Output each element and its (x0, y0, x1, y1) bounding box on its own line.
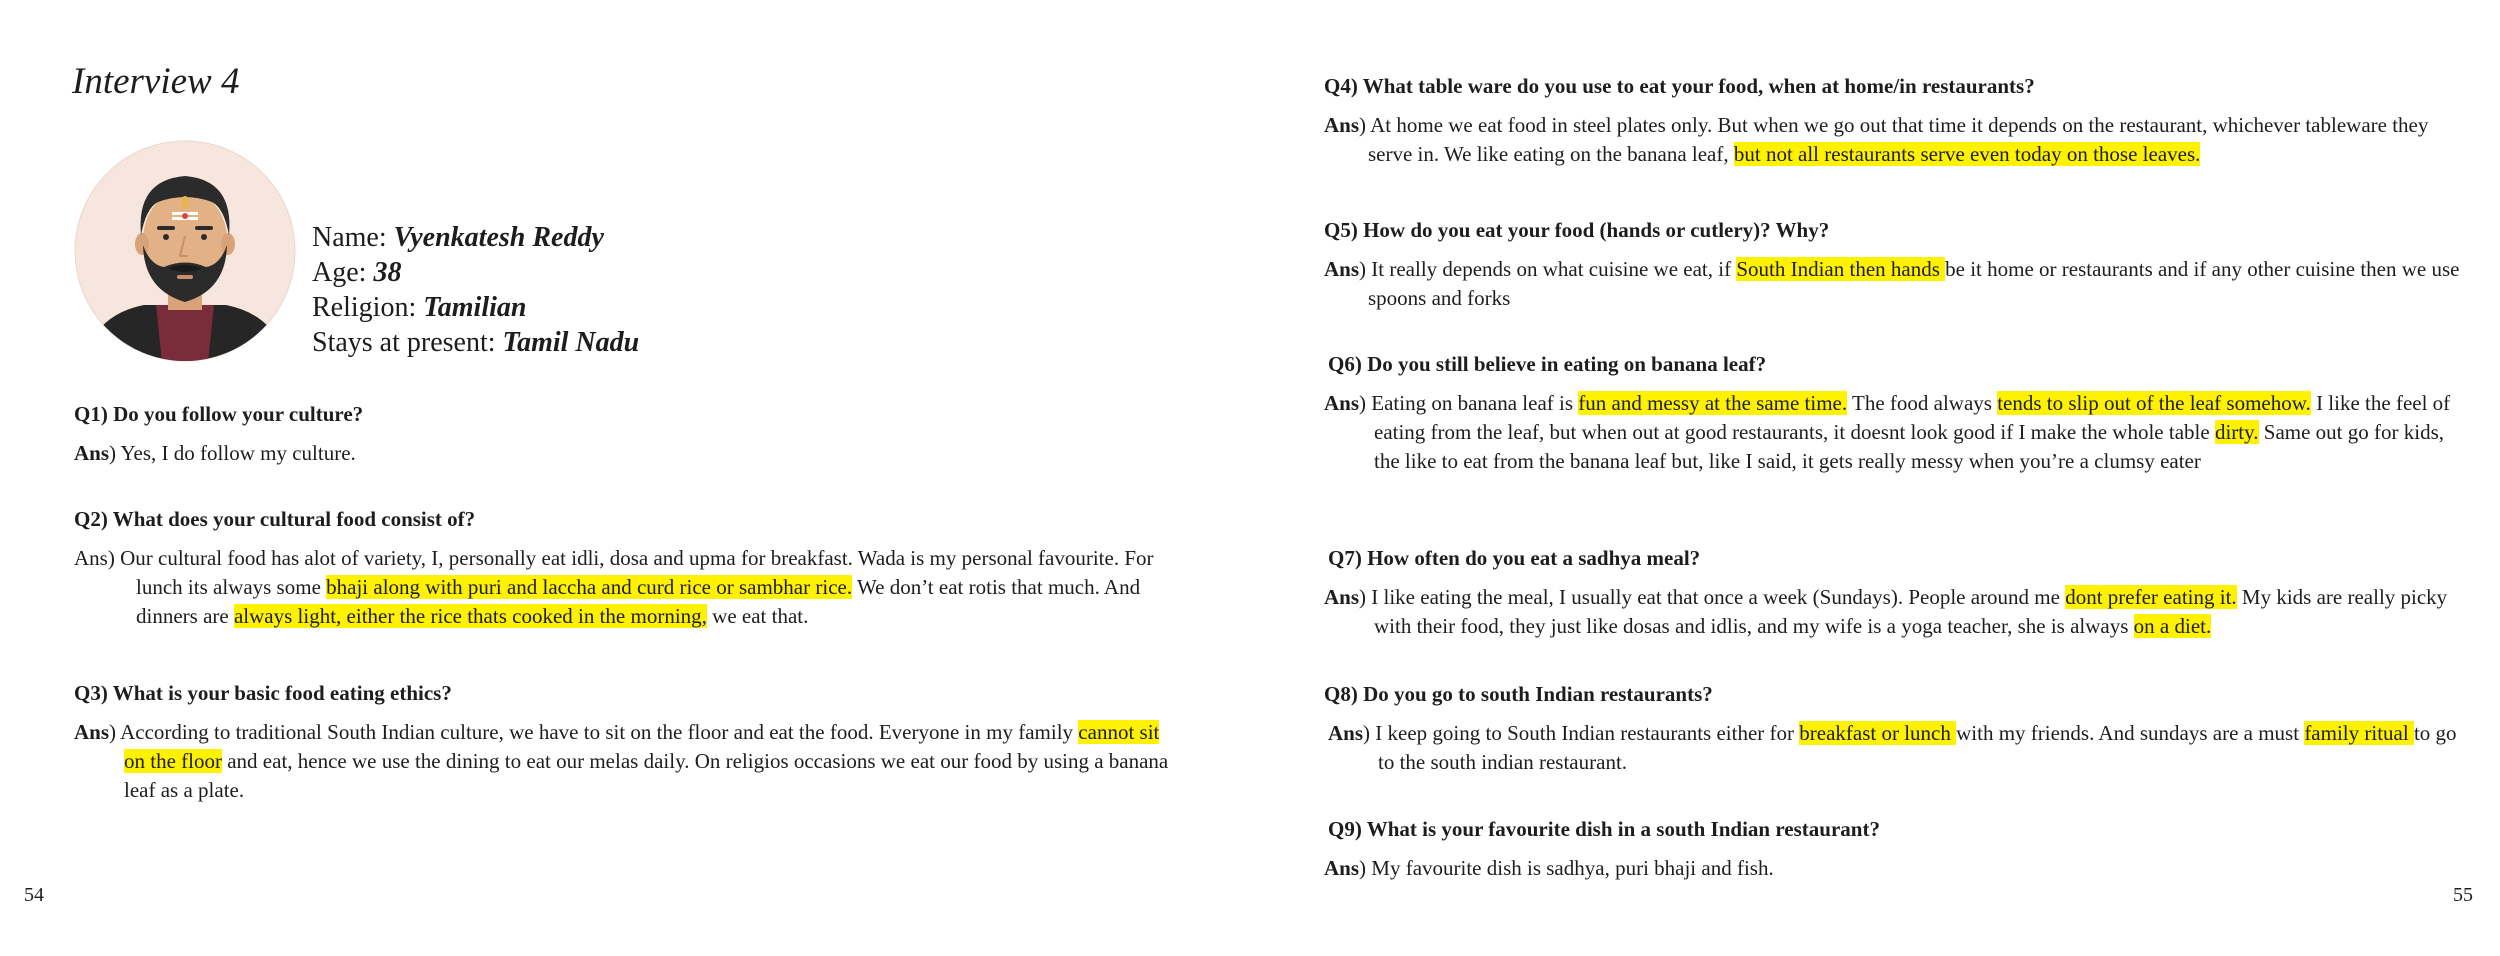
question-text: Q3) What is your basic food eating ethics? (74, 681, 452, 705)
man-with-beard-avatar-icon (74, 140, 296, 362)
answer-text: Ans) It really depends on what cuisine we eat, if South Indian then hands be it home or restaurants and if any other cuisine then we use spoons and forks (1324, 257, 2460, 310)
highlight: always light, either the rice thats cooked in the morning, (233, 604, 707, 628)
right-page (1250, 0, 2500, 956)
highlight: dont prefer eating it. (2065, 585, 2237, 609)
question-text: Q1) Do you follow your culture? (74, 402, 364, 426)
question-8 (1324, 680, 2474, 777)
profile-religion: Religion: Tamilian (312, 292, 527, 323)
answer-text: Ans) Yes, I do follow my culture. (74, 441, 356, 465)
answer-text: Ans) Our cultural food has alot of variety, I, personally eat idli, dosa and upma for breakfast. Wada is my personal favourite. For lunch its always some bhaji along with puri and laccha and curd rice or sambhar rice. We don’t eat rotis that much. And dinners are always light, either the rice thats cooked in the morning, we eat that. (74, 546, 1154, 628)
profile-info (312, 220, 639, 360)
question-text: Q5) How do you eat your food (hands or cutlery)? Why? (1324, 218, 1830, 242)
profile-residence: Stays at present: Tamil Nadu (312, 327, 640, 358)
question-3 (74, 679, 1184, 805)
highlight: tends to slip out of the leaf somehow. (1997, 391, 2311, 415)
profile-name: Name: Vyenkatesh Reddy (312, 222, 604, 253)
answer-text: Ans) Eating on banana leaf is fun and messy at the same time. The food always tends to slip out of the leaf somehow. I like the feel of eating from the leaf, but when out at good restaurants, it doesnt look good if I make the whole table dirty. Same out go for kids, the like to eat from the banana leaf but, like I said, it gets really messy when you’re a clumsy eater (1324, 391, 2451, 473)
highlight: cannot sit on the floor (124, 720, 1160, 773)
question-9 (1324, 815, 2474, 883)
highlight: on a diet. (2133, 614, 2212, 638)
answer-text: Ans) My favourite dish is sadhya, puri bhaji and fish. (1324, 856, 1774, 880)
answer-text: Ans) I like eating the meal, I usually eat that once a week (Sundays). People around me dont prefer eating it. My kids are really picky with their food, they just like dosas and idlis, and my wife is a yoga teacher, she is always on a diet. (1324, 585, 2448, 638)
question-text: Q7) How often do you eat a sadhya meal? (1328, 546, 1701, 570)
highlight: but not all restaurants serve even today on those leaves. (1733, 142, 2201, 166)
question-1 (74, 400, 1184, 468)
question-5 (1324, 216, 2474, 313)
highlight: South Indian then hands (1736, 257, 1946, 281)
answer-text: Ans) At home we eat food in steel plates only. But when we go out that time it depends on the restaurant, whichever tableware they serve in. We like eating on the banana leaf, but not all restaurants serve even today on those leaves. (1324, 113, 2429, 166)
highlight: dirty. (2214, 420, 2259, 444)
question-6 (1324, 350, 2474, 476)
profile-age: Age: 38 (312, 257, 402, 288)
question-7 (1324, 544, 2474, 641)
question-text: Q9) What is your favourite dish in a south Indian restaurant? (1328, 817, 1880, 841)
highlight: breakfast or lunch (1799, 721, 1957, 745)
answer-text: Ans) According to traditional South Indian culture, we have to sit on the floor and eat the food. Everyone in my family cannot sit on the floor and eat, hence we use the dining to eat our melas daily. On religios occasions we eat our food by using a banana leaf as a plate. (74, 720, 1169, 802)
page-number: 54 (24, 884, 44, 906)
question-2 (74, 505, 1184, 631)
highlight: family ritual (2304, 721, 2414, 745)
question-text: Q8) Do you go to south Indian restaurants? (1324, 682, 1713, 706)
question-4 (1324, 72, 2474, 169)
interview-title: Interview 4 (72, 61, 240, 102)
page-number: 55 (2453, 884, 2473, 906)
question-text: Q6) Do you still believe in eating on banana leaf? (1328, 352, 1767, 376)
answer-text: Ans) I keep going to South Indian restaurants either for breakfast or lunch with my friends. And sundays are a must family ritual to go to the south indian restaurant. (1328, 721, 2457, 774)
highlight: bhaji along with puri and laccha and curd rice or sambhar rice. (326, 575, 853, 599)
question-text: Q2) What does your cultural food consist of? (74, 507, 476, 531)
highlight: fun and messy at the same time. (1578, 391, 1848, 415)
question-text: Q4) What table ware do you use to eat your food, when at home/in restaurants? (1324, 74, 2035, 98)
